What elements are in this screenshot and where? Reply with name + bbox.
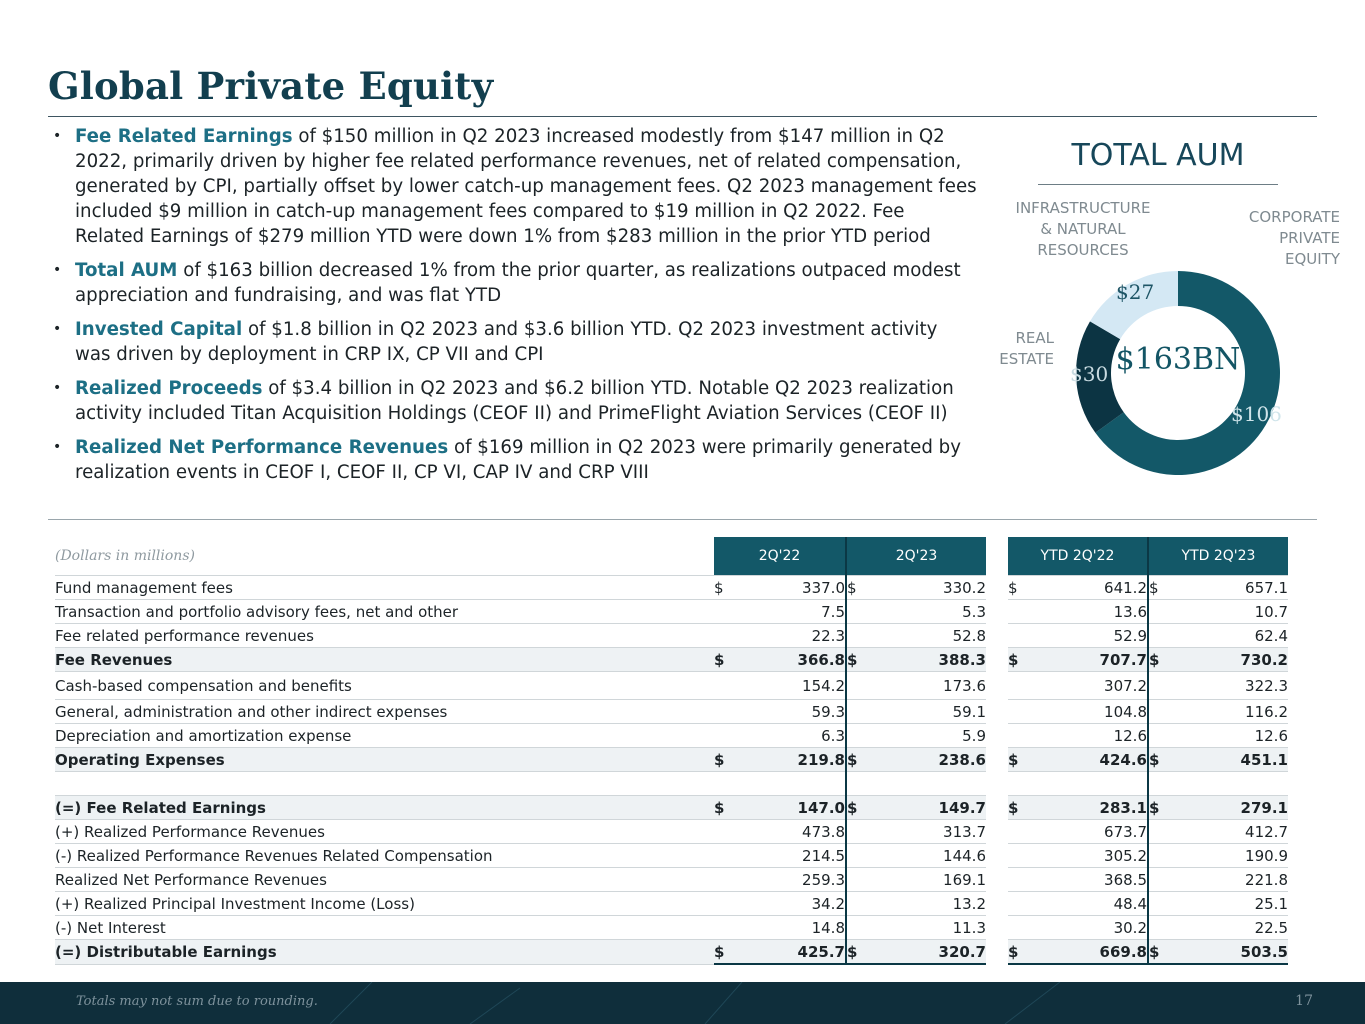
footnote: Totals may not sum due to rounding.: [76, 994, 318, 1009]
cell-value: 30.2: [1030, 916, 1148, 940]
cell-value: 11.3: [868, 916, 986, 940]
cell-value: 34.2: [736, 892, 846, 916]
cell-value: 13.2: [868, 892, 986, 916]
bullet-keyword: Realized Proceeds: [75, 378, 263, 399]
cell-value: 473.8: [736, 820, 846, 844]
dollar-sign: $: [1008, 576, 1030, 600]
row-label: (-) Realized Performance Revenues Related Compensation: [55, 844, 714, 868]
label-line: CORPORATE: [1248, 208, 1340, 226]
table-row: [55, 624, 1288, 648]
dollar-sign: $: [1008, 648, 1030, 672]
cell-value: [1030, 772, 1148, 796]
dollar-sign: [1008, 724, 1030, 748]
cell-value: 104.8: [1030, 700, 1148, 724]
table-row: [55, 672, 1288, 700]
cell-value: 221.8: [1170, 868, 1288, 892]
dollar-sign: [714, 772, 736, 796]
dollar-sign: [1008, 772, 1030, 796]
bullet-realized-proceeds: [48, 376, 978, 426]
cell-value: 116.2: [1170, 700, 1288, 724]
aum-divider: [1038, 184, 1278, 185]
bullet-text: of $163 billion decreased 1% from the prior quarter, as realizations outpaced modest appreciation and fundraising, and was flat YTD: [75, 260, 961, 306]
dollar-sign: $: [1008, 940, 1030, 965]
cell-value: 641.2: [1030, 576, 1148, 600]
dollar-sign: [1008, 844, 1030, 868]
dollar-sign: [714, 624, 736, 648]
dollar-sign: [714, 868, 736, 892]
row-label: Fund management fees: [55, 576, 714, 600]
cell-value: 388.3: [868, 648, 986, 672]
cell-value: 313.7: [868, 820, 986, 844]
dollar-sign: [846, 672, 868, 700]
dollar-sign: [1008, 820, 1030, 844]
table-row: [55, 748, 1288, 772]
cell-value: 503.5: [1170, 940, 1288, 965]
row-label: (=) Distributable Earnings: [55, 940, 714, 965]
dollar-sign: [846, 724, 868, 748]
bullet-keyword: Invested Capital: [75, 319, 243, 340]
cell-value: [868, 772, 986, 796]
cell-value: 144.6: [868, 844, 986, 868]
dollar-sign: [1148, 820, 1170, 844]
bullet-text: of $169 million in Q2 2023 were primarily generated by realization events in CEOF I, CEOF II, CP VI, CAP IV and CRP VIII: [75, 437, 961, 483]
col-header-2q22: 2Q'22: [714, 537, 846, 576]
col-header-ytd-2q23: YTD 2Q'23: [1148, 537, 1288, 576]
row-label: Transaction and portfolio advisory fees, net and other: [55, 600, 714, 624]
cell-value: 169.1: [868, 868, 986, 892]
dollar-sign: [846, 892, 868, 916]
total-aum-value: $163BN: [1115, 342, 1241, 377]
cell-value: 669.8: [1030, 940, 1148, 965]
row-label: (+) Realized Principal Investment Income (Loss): [55, 892, 714, 916]
dollar-sign: $: [1008, 796, 1030, 820]
label-line: & NATURAL: [1040, 220, 1126, 238]
dollar-sign: $: [1148, 748, 1170, 772]
cell-value: 730.2: [1170, 648, 1288, 672]
dollar-sign: [1148, 672, 1170, 700]
table-row: [55, 648, 1288, 672]
table-row: [55, 820, 1288, 844]
page-title: Global Private Equity: [48, 64, 494, 108]
label-line: RESOURCES: [1037, 241, 1129, 259]
cell-value: 7.5: [736, 600, 846, 624]
footer-bar: [0, 982, 1365, 1024]
dollar-sign: [846, 624, 868, 648]
row-label: (=) Fee Related Earnings: [55, 796, 714, 820]
dollar-sign: $: [846, 576, 868, 600]
label-line: REAL: [1015, 329, 1054, 347]
table-row: [55, 772, 1288, 796]
dollar-sign: [1148, 724, 1170, 748]
infrastructure-value: $27: [1116, 280, 1155, 304]
section-divider: [48, 519, 1317, 520]
row-label: Cash-based compensation and benefits: [55, 672, 714, 700]
cell-value: 22.5: [1170, 916, 1288, 940]
dollar-sign: [846, 916, 868, 940]
cell-value: 149.7: [868, 796, 986, 820]
cell-value: 59.1: [868, 700, 986, 724]
dollar-sign: [714, 700, 736, 724]
label-line: EQUITY: [1284, 250, 1340, 268]
cell-value: 368.5: [1030, 868, 1148, 892]
page-number: 17: [1295, 993, 1313, 1009]
label-line: ESTATE: [999, 350, 1054, 368]
table-caption: (Dollars in millions): [55, 537, 714, 576]
dollar-sign: [1148, 700, 1170, 724]
dollar-sign: $: [714, 748, 736, 772]
dollar-sign: $: [1008, 748, 1030, 772]
dollar-sign: [1008, 868, 1030, 892]
dollar-sign: $: [846, 796, 868, 820]
bullet-invested-capital: [48, 317, 978, 367]
table-row: [55, 892, 1288, 916]
bullet-realized-net-performance-revenues: [48, 435, 978, 485]
cell-value: 12.6: [1170, 724, 1288, 748]
dollar-sign: [714, 600, 736, 624]
cell-value: 412.7: [1170, 820, 1288, 844]
dollar-sign: $: [714, 576, 736, 600]
dollar-sign: [846, 868, 868, 892]
dollar-sign: $: [1148, 648, 1170, 672]
cell-value: 214.5: [736, 844, 846, 868]
cell-value: 12.6: [1030, 724, 1148, 748]
cell-value: 657.1: [1170, 576, 1288, 600]
cell-value: 13.6: [1030, 600, 1148, 624]
dollar-sign: [714, 844, 736, 868]
dollar-sign: [1008, 672, 1030, 700]
cell-value: 259.3: [736, 868, 846, 892]
dollar-sign: $: [714, 940, 736, 965]
row-label: Operating Expenses: [55, 748, 714, 772]
row-label: [55, 772, 714, 796]
cell-value: 154.2: [736, 672, 846, 700]
bullet-text: of $3.4 billion in Q2 2023 and $6.2 billion YTD. Notable Q2 2023 realization activity included Titan Acquisition Holdings (CEOF II) and PrimeFlight Aviation Services (CEOF II): [75, 378, 954, 424]
cell-value: 320.7: [868, 940, 986, 965]
cell-value: 451.1: [1170, 748, 1288, 772]
cell-value: 173.6: [868, 672, 986, 700]
col-header-2q23: 2Q'23: [846, 537, 986, 576]
dollar-sign: [846, 820, 868, 844]
bullet-keyword: Total AUM: [75, 260, 178, 281]
cell-value: 62.4: [1170, 624, 1288, 648]
cell-value: 14.8: [736, 916, 846, 940]
cell-value: 425.7: [736, 940, 846, 965]
row-label: General, administration and other indirect expenses: [55, 700, 714, 724]
dollar-sign: [1148, 916, 1170, 940]
cell-value: 52.9: [1030, 624, 1148, 648]
cell-value: 322.3: [1170, 672, 1288, 700]
row-label: Depreciation and amortization expense: [55, 724, 714, 748]
dollar-sign: $: [846, 940, 868, 965]
dollar-sign: $: [714, 648, 736, 672]
bullet-keyword: Realized Net Performance Revenues: [75, 437, 449, 458]
table-row: [55, 844, 1288, 868]
dollar-sign: [1008, 624, 1030, 648]
cell-value: 48.4: [1030, 892, 1148, 916]
bullet-text: of $150 million in Q2 2023 increased modestly from $147 million in Q2 2022, primarily driven by higher fee related performance revenues, net of related compensation, generated by CPI, partially offset by lower catch-up management fees. Q2 2023 management fees included $9 million in catch-up management fees compared to $19 million in Q2 2022. Fee Related Earnings of $279 million YTD were down 1% from $283 million in the prior YTD period: [75, 126, 977, 247]
cell-value: 22.3: [736, 624, 846, 648]
cell-value: 52.8: [868, 624, 986, 648]
dollar-sign: [1148, 892, 1170, 916]
aum-title: TOTAL AUM: [1071, 138, 1245, 173]
cell-value: 337.0: [736, 576, 846, 600]
cell-value: 5.9: [868, 724, 986, 748]
table-row: [55, 576, 1288, 600]
real-estate-value: $30: [1070, 362, 1109, 386]
dollar-sign: [1008, 600, 1030, 624]
cell-value: 10.7: [1170, 600, 1288, 624]
dollar-sign: [1148, 624, 1170, 648]
row-label: Fee Revenues: [55, 648, 714, 672]
label-line: PRIVATE: [1279, 229, 1340, 247]
cell-value: 238.6: [868, 748, 986, 772]
dollar-sign: $: [1148, 796, 1170, 820]
table-row: [55, 940, 1288, 965]
cell-value: 59.3: [736, 700, 846, 724]
table-row: [55, 916, 1288, 940]
bullet-list: [48, 124, 978, 494]
bullet-text: of $1.8 billion in Q2 2023 and $3.6 billion YTD. Q2 2023 investment activity was driven by deployment in CRP IX, CP VII and CPI: [75, 319, 938, 365]
cell-value: 305.2: [1030, 844, 1148, 868]
bullet-fee-related-earnings: [48, 124, 978, 249]
dollar-sign: [1008, 700, 1030, 724]
dollar-sign: [714, 916, 736, 940]
cell-value: [736, 772, 846, 796]
dollar-sign: [714, 724, 736, 748]
col-header-ytd-2q22: YTD 2Q'22: [1008, 537, 1148, 576]
table-row: [55, 868, 1288, 892]
row-label: Fee related performance revenues: [55, 624, 714, 648]
dollar-sign: [846, 844, 868, 868]
bullet-total-aum: [48, 258, 978, 308]
cell-value: 279.1: [1170, 796, 1288, 820]
dollar-sign: [1008, 916, 1030, 940]
cell-value: 424.6: [1030, 748, 1148, 772]
table-row: [55, 700, 1288, 724]
bullet-keyword: Fee Related Earnings: [75, 126, 293, 147]
corporate-private-equity-value: $106: [1231, 402, 1282, 426]
dollar-sign: [846, 600, 868, 624]
cell-value: 673.7: [1030, 820, 1148, 844]
table-row: [55, 724, 1288, 748]
cell-value: 5.3: [868, 600, 986, 624]
dollar-sign: [846, 772, 868, 796]
label-line: INFRASTRUCTURE: [1015, 199, 1151, 217]
dollar-sign: [1008, 892, 1030, 916]
title-divider: [48, 116, 1317, 117]
cell-value: 366.8: [736, 648, 846, 672]
dollar-sign: [714, 820, 736, 844]
cell-value: 307.2: [1030, 672, 1148, 700]
dollar-sign: [1148, 868, 1170, 892]
row-label: Realized Net Performance Revenues: [55, 868, 714, 892]
cell-value: 330.2: [868, 576, 986, 600]
dollar-sign: [1148, 772, 1170, 796]
dollar-sign: $: [846, 748, 868, 772]
cell-value: 147.0: [736, 796, 846, 820]
table-row: [55, 796, 1288, 820]
cell-value: 25.1: [1170, 892, 1288, 916]
cell-value: 190.9: [1170, 844, 1288, 868]
dollar-sign: $: [846, 648, 868, 672]
dollar-sign: $: [1148, 576, 1170, 600]
dollar-sign: [1148, 844, 1170, 868]
cell-value: [1170, 772, 1288, 796]
row-label: (-) Net Interest: [55, 916, 714, 940]
cell-value: 283.1: [1030, 796, 1148, 820]
financial-table: [55, 537, 1288, 965]
dollar-sign: [714, 672, 736, 700]
dollar-sign: [1148, 600, 1170, 624]
dollar-sign: [846, 700, 868, 724]
dollar-sign: $: [1148, 940, 1170, 965]
cell-value: 707.7: [1030, 648, 1148, 672]
row-label: (+) Realized Performance Revenues: [55, 820, 714, 844]
cell-value: 6.3: [736, 724, 846, 748]
dollar-sign: $: [714, 796, 736, 820]
cell-value: 219.8: [736, 748, 846, 772]
dollar-sign: [714, 892, 736, 916]
table-row: [55, 600, 1288, 624]
